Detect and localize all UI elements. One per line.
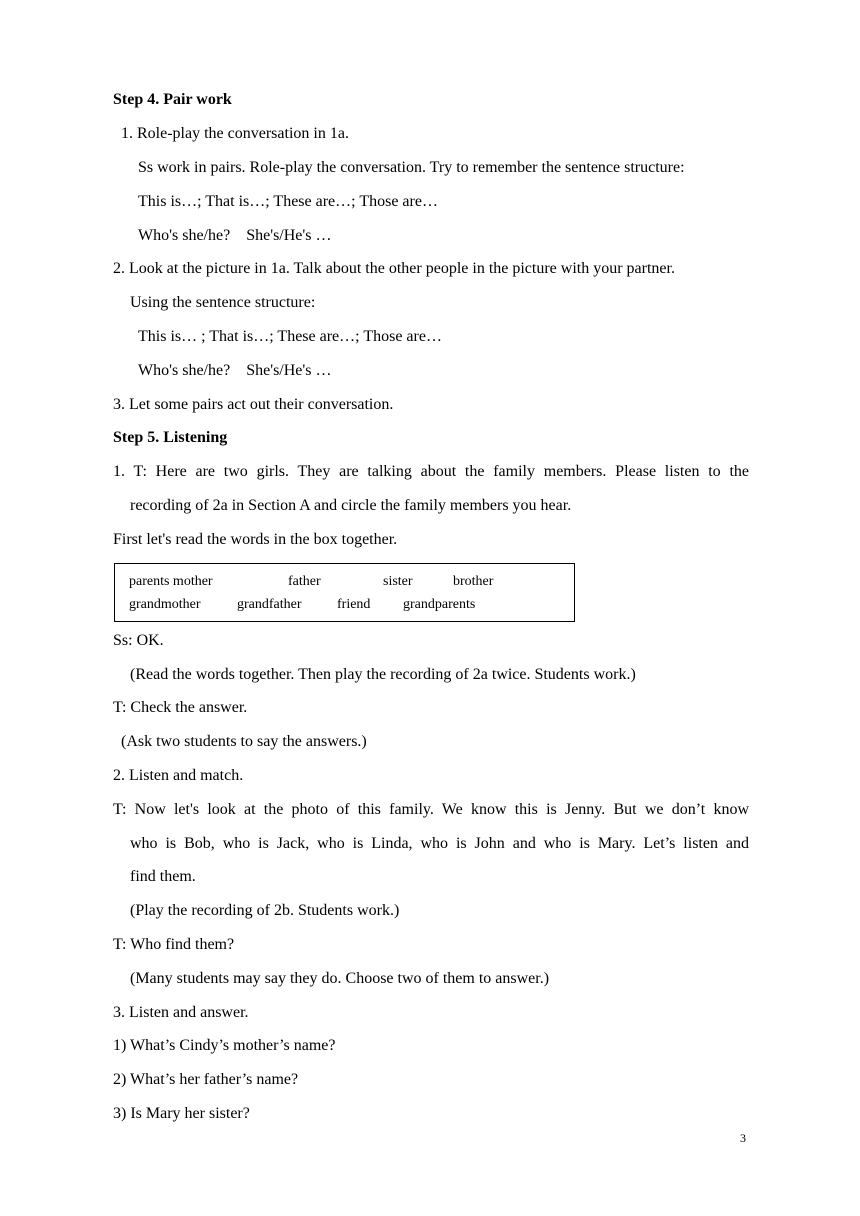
step4-line-6: Using the sentence structure:: [130, 294, 316, 311]
step4-line-8: Who's she/he? She's/He's …: [138, 362, 332, 379]
word-box: [114, 563, 575, 622]
step5-line-2: recording of 2a in Section A and circle the family members you hear.: [130, 497, 572, 514]
step5-heading: Step 5. Listening: [113, 429, 228, 446]
question-3: 3) Is Mary her sister?: [113, 1105, 250, 1122]
question-1: 1) What’s Cindy’s mother’s name?: [113, 1037, 336, 1054]
step5-line-3: First let's read the words in the box together.: [113, 531, 398, 548]
step4-line-4: Who's she/he? She's/He's …: [138, 227, 332, 244]
word-box-item: grandmother: [129, 597, 201, 612]
step5-line-7: (Ask two students to say the answers.): [121, 733, 367, 750]
step5-line-15: 3. Listen and answer.: [113, 1004, 249, 1021]
step5-line-12: (Play the recording of 2b. Students work.): [130, 902, 400, 919]
step5-line-6: T: Check the answer.: [113, 699, 248, 716]
word-box-item: grandfather: [237, 597, 302, 612]
word-box-item: brother: [453, 574, 494, 589]
page-number: 3: [740, 1131, 746, 1145]
step5-line-4: Ss: OK.: [113, 632, 164, 649]
word-box-item: father: [288, 574, 321, 589]
step4-line-5: 2. Look at the picture in 1a. Talk about the other people in the picture with your partner.: [113, 260, 675, 277]
question-2: 2) What’s her father’s name?: [113, 1071, 299, 1088]
step4-line-2: Ss work in pairs. Role-play the conversation. Try to remember the sentence structure:: [138, 159, 685, 176]
step4-line-3: This is…; That is…; These are…; Those are…: [138, 193, 438, 210]
step4-line-9: 3. Let some pairs act out their conversation.: [113, 396, 394, 413]
step5-line-1: 1. T: Here are two girls. They are talking about the family members. Please listen to the: [113, 463, 749, 480]
step5-line-9: T: Now let's look at the photo of this family. We know this is Jenny. But we don’t know: [113, 801, 749, 818]
word-box-item: friend: [337, 597, 371, 612]
step5-line-5: (Read the words together. Then play the recording of 2a twice. Students work.): [130, 666, 636, 683]
step4-line-1: 1. Role-play the conversation in 1a.: [121, 125, 349, 142]
word-box-item: grandparents: [403, 597, 476, 612]
step5-line-10: who is Bob, who is Jack, who is Linda, who is John and who is Mary. Let’s listen and: [130, 835, 749, 852]
step4-heading: Step 4. Pair work: [113, 91, 232, 108]
word-box-item: sister: [383, 574, 413, 589]
word-box-item: parents mother: [129, 574, 213, 589]
step5-line-13: T: Who find them?: [113, 936, 235, 953]
step5-line-8: 2. Listen and match.: [113, 767, 244, 784]
step4-line-7: This is… ; That is…; These are…; Those are…: [138, 328, 442, 345]
step5-line-11: find them.: [130, 868, 196, 885]
step5-line-14: (Many students may say they do. Choose two of them to answer.): [130, 970, 550, 987]
